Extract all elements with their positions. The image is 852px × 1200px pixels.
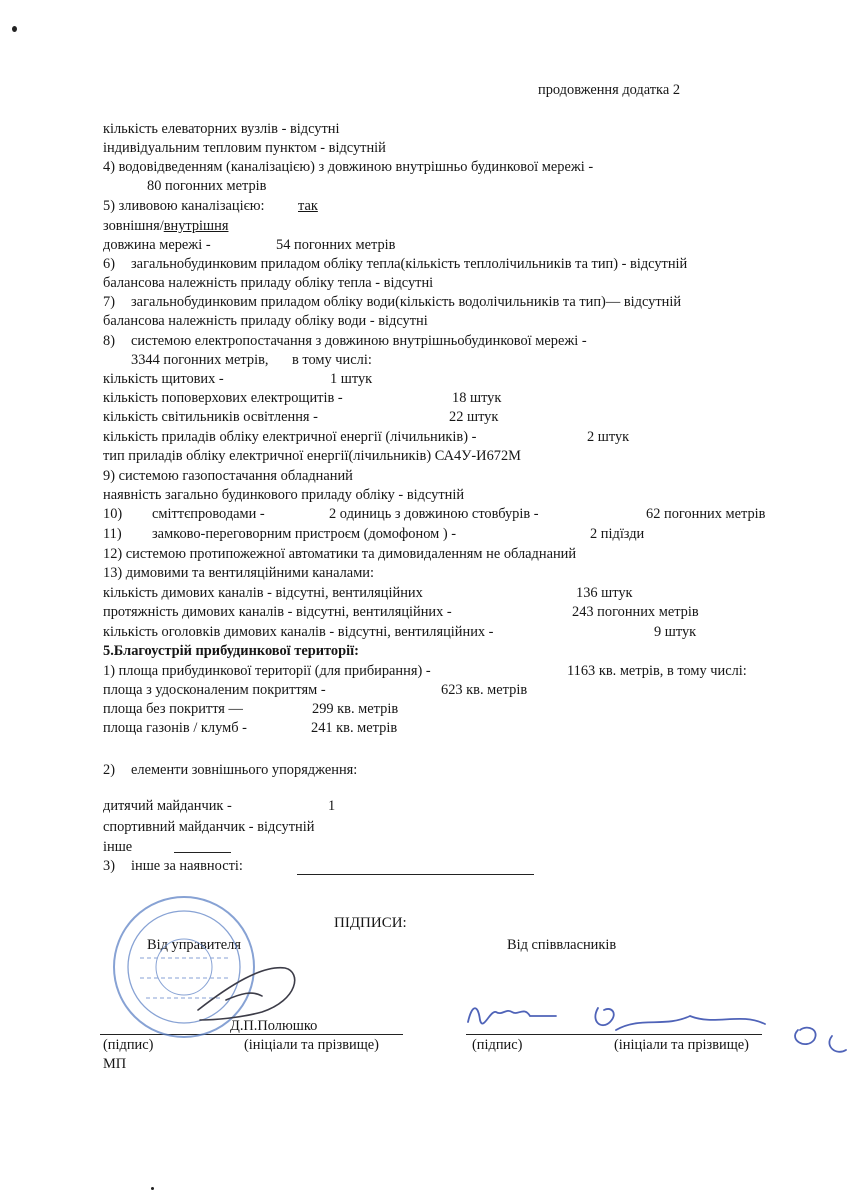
electric-meter-type: тип приладів обліку електричної енергії(лічильників) СА4У-И672М — [103, 448, 521, 464]
stamp-place-mark: МП — [103, 1056, 127, 1072]
unpaved-area-label: площа без покриття — — [103, 701, 243, 717]
switchboards-label: кількість щитових - — [103, 371, 224, 387]
lawns-area-label: площа газонів / клумб - — [103, 720, 247, 736]
lawns-area-value: 241 кв. метрів — [311, 720, 398, 736]
floor-panels-label: кількість поповерхових електрощитів - — [103, 390, 343, 406]
network-length-value: 54 погонних метрів — [276, 237, 396, 253]
ducts-length-label: протяжність димових каналів - відсутні, вентиляційних - — [103, 604, 452, 620]
playground-label: дитячий майданчик - — [103, 798, 232, 814]
electric-network-length: 3344 погонних метрів, — [131, 352, 269, 368]
scan-speck — [151, 1187, 154, 1190]
manager-name: Д.П.Полюшко — [230, 1018, 318, 1034]
landscaping-heading: 5.Благоустрій прибудинкової території: — [103, 643, 359, 659]
electric-meters-label: кількість приладів обліку електричної енергії (лічильників) - — [103, 429, 477, 445]
sports-ground-line: спортивний майданчик - відсутній — [103, 819, 315, 835]
territory-area-value: 1163 кв. метрів, в тому числі: — [567, 663, 747, 679]
item-number: 3) — [103, 858, 115, 874]
other-available-blank-line — [297, 874, 534, 875]
elevator-nodes-line: кількість елеваторних вузлів - відсутні — [103, 121, 340, 137]
ducts-heading: 13) димовими та вентиляційними каналами: — [103, 565, 375, 581]
manager-handwritten-signature — [198, 968, 295, 1020]
item-number: 11) — [103, 526, 122, 542]
heat-meter-ownership: балансова належність приладу обліку тепла - відсутні — [103, 275, 434, 291]
including-label: в тому числі: — [292, 352, 372, 368]
storm-sewer-value: так — [298, 198, 318, 214]
network-internal: внутрішня — [163, 218, 229, 234]
paved-area-label: площа з удосконаленим покриттям - — [103, 682, 326, 698]
water-meter-line: загальнобудинковим приладом обліку води(кількість водолічильників та тип)— відсутній — [131, 294, 682, 310]
duct-heads-value: 9 штук — [654, 624, 697, 640]
co-owners-heading: Від співвласників — [507, 937, 617, 953]
item-number: 10) — [103, 506, 123, 522]
gas-meter-line: наявність загально будинкового приладу обліку - відсутній — [103, 487, 465, 503]
lamps-label: кількість світильників освітлення - — [103, 409, 318, 425]
network-type — [103, 217, 228, 236]
gas-supply-line: 9) системою газопостачання обладнаний — [103, 468, 353, 484]
ducts-length-value: 243 погонних метрів — [572, 604, 699, 620]
garbage-chutes-label: сміттєпроводами - — [152, 506, 265, 522]
garbage-chutes-length: 62 погонних метрів — [646, 506, 766, 522]
item-number: 8) — [103, 333, 115, 349]
fire-automation-line: 12) системою протипожежної автоматики та димовидаленням не обладнаний — [103, 546, 577, 562]
smoke-ducts-count-label: кількість димових каналів - відсутні, вентиляційних — [103, 585, 423, 601]
heat-meter-line: загальнобудинковим приладом обліку тепла(кількість теплолічильників та тип) - відсутній — [131, 256, 688, 272]
electric-network-line: системою електропостачання з довжиною внутрішньобудинкової мережі - — [131, 333, 587, 349]
other-label: інше — [103, 839, 133, 855]
lamps-value: 22 штук — [449, 409, 499, 425]
manager-signature-line — [100, 1034, 403, 1035]
co-owners-signature-line — [466, 1034, 762, 1035]
water-meter-ownership: балансова належність приладу обліку води - відсутні — [103, 313, 428, 329]
heat-point-line: індивідуальним тепловим пунктом - відсутній — [103, 140, 386, 156]
playground-value: 1 — [328, 798, 336, 814]
sewerage-length: 80 погонних метрів — [147, 178, 267, 194]
electric-meters-value: 2 штук — [587, 429, 630, 445]
network-external: зовнішня/ — [103, 218, 164, 234]
item-number: 6) — [103, 256, 115, 272]
co-owners-name-caption: (ініціали та прізвище) — [614, 1037, 749, 1053]
duct-heads-label: кількість оголовків димових каналів - відсутні, вентиляційних - — [103, 624, 494, 640]
continuation-note: продовження додатка 2 — [538, 82, 681, 98]
unpaved-area-value: 299 кв. метрів — [312, 701, 399, 717]
sewerage-line: 4) водовідведенням (каналізацією) з довжиною внутрішньо будинкової мережі - — [103, 159, 594, 175]
other-blank-line — [174, 852, 231, 853]
territory-area-label: 1) площа прибудинкової території (для прибирання) - — [103, 663, 431, 679]
intercom-value: 2 підїзди — [590, 526, 645, 542]
other-available-label: інше за наявності: — [131, 858, 243, 874]
garbage-chutes-count: 2 одиниць з довжиною стовбурів - — [329, 506, 539, 522]
storm-sewer-label: 5) зливовою каналізацією: — [103, 198, 265, 214]
official-stamp — [114, 897, 254, 1037]
co-owners-sign-caption: (підпис) — [472, 1037, 523, 1053]
scan-speck — [12, 26, 17, 32]
manager-heading: Від управителя — [147, 937, 241, 953]
network-length-label: довжина мережі - — [103, 237, 211, 253]
item-number: 2) — [103, 762, 115, 778]
signatures-title: ПІДПИСИ: — [334, 915, 407, 931]
intercom-label: замково-переговорним пристроєм (домофоном ) - — [152, 526, 457, 542]
manager-name-caption: (ініціали та прізвище) — [244, 1037, 379, 1053]
exterior-elements-heading: елементи зовнішнього упорядження: — [131, 762, 358, 778]
item-number: 7) — [103, 294, 115, 310]
switchboards-value: 1 штук — [330, 371, 373, 387]
paved-area-value: 623 кв. метрів — [441, 682, 528, 698]
manager-sign-caption: (підпис) — [103, 1037, 154, 1053]
floor-panels-value: 18 штук — [452, 390, 502, 406]
smoke-ducts-count-value: 136 штук — [576, 585, 633, 601]
